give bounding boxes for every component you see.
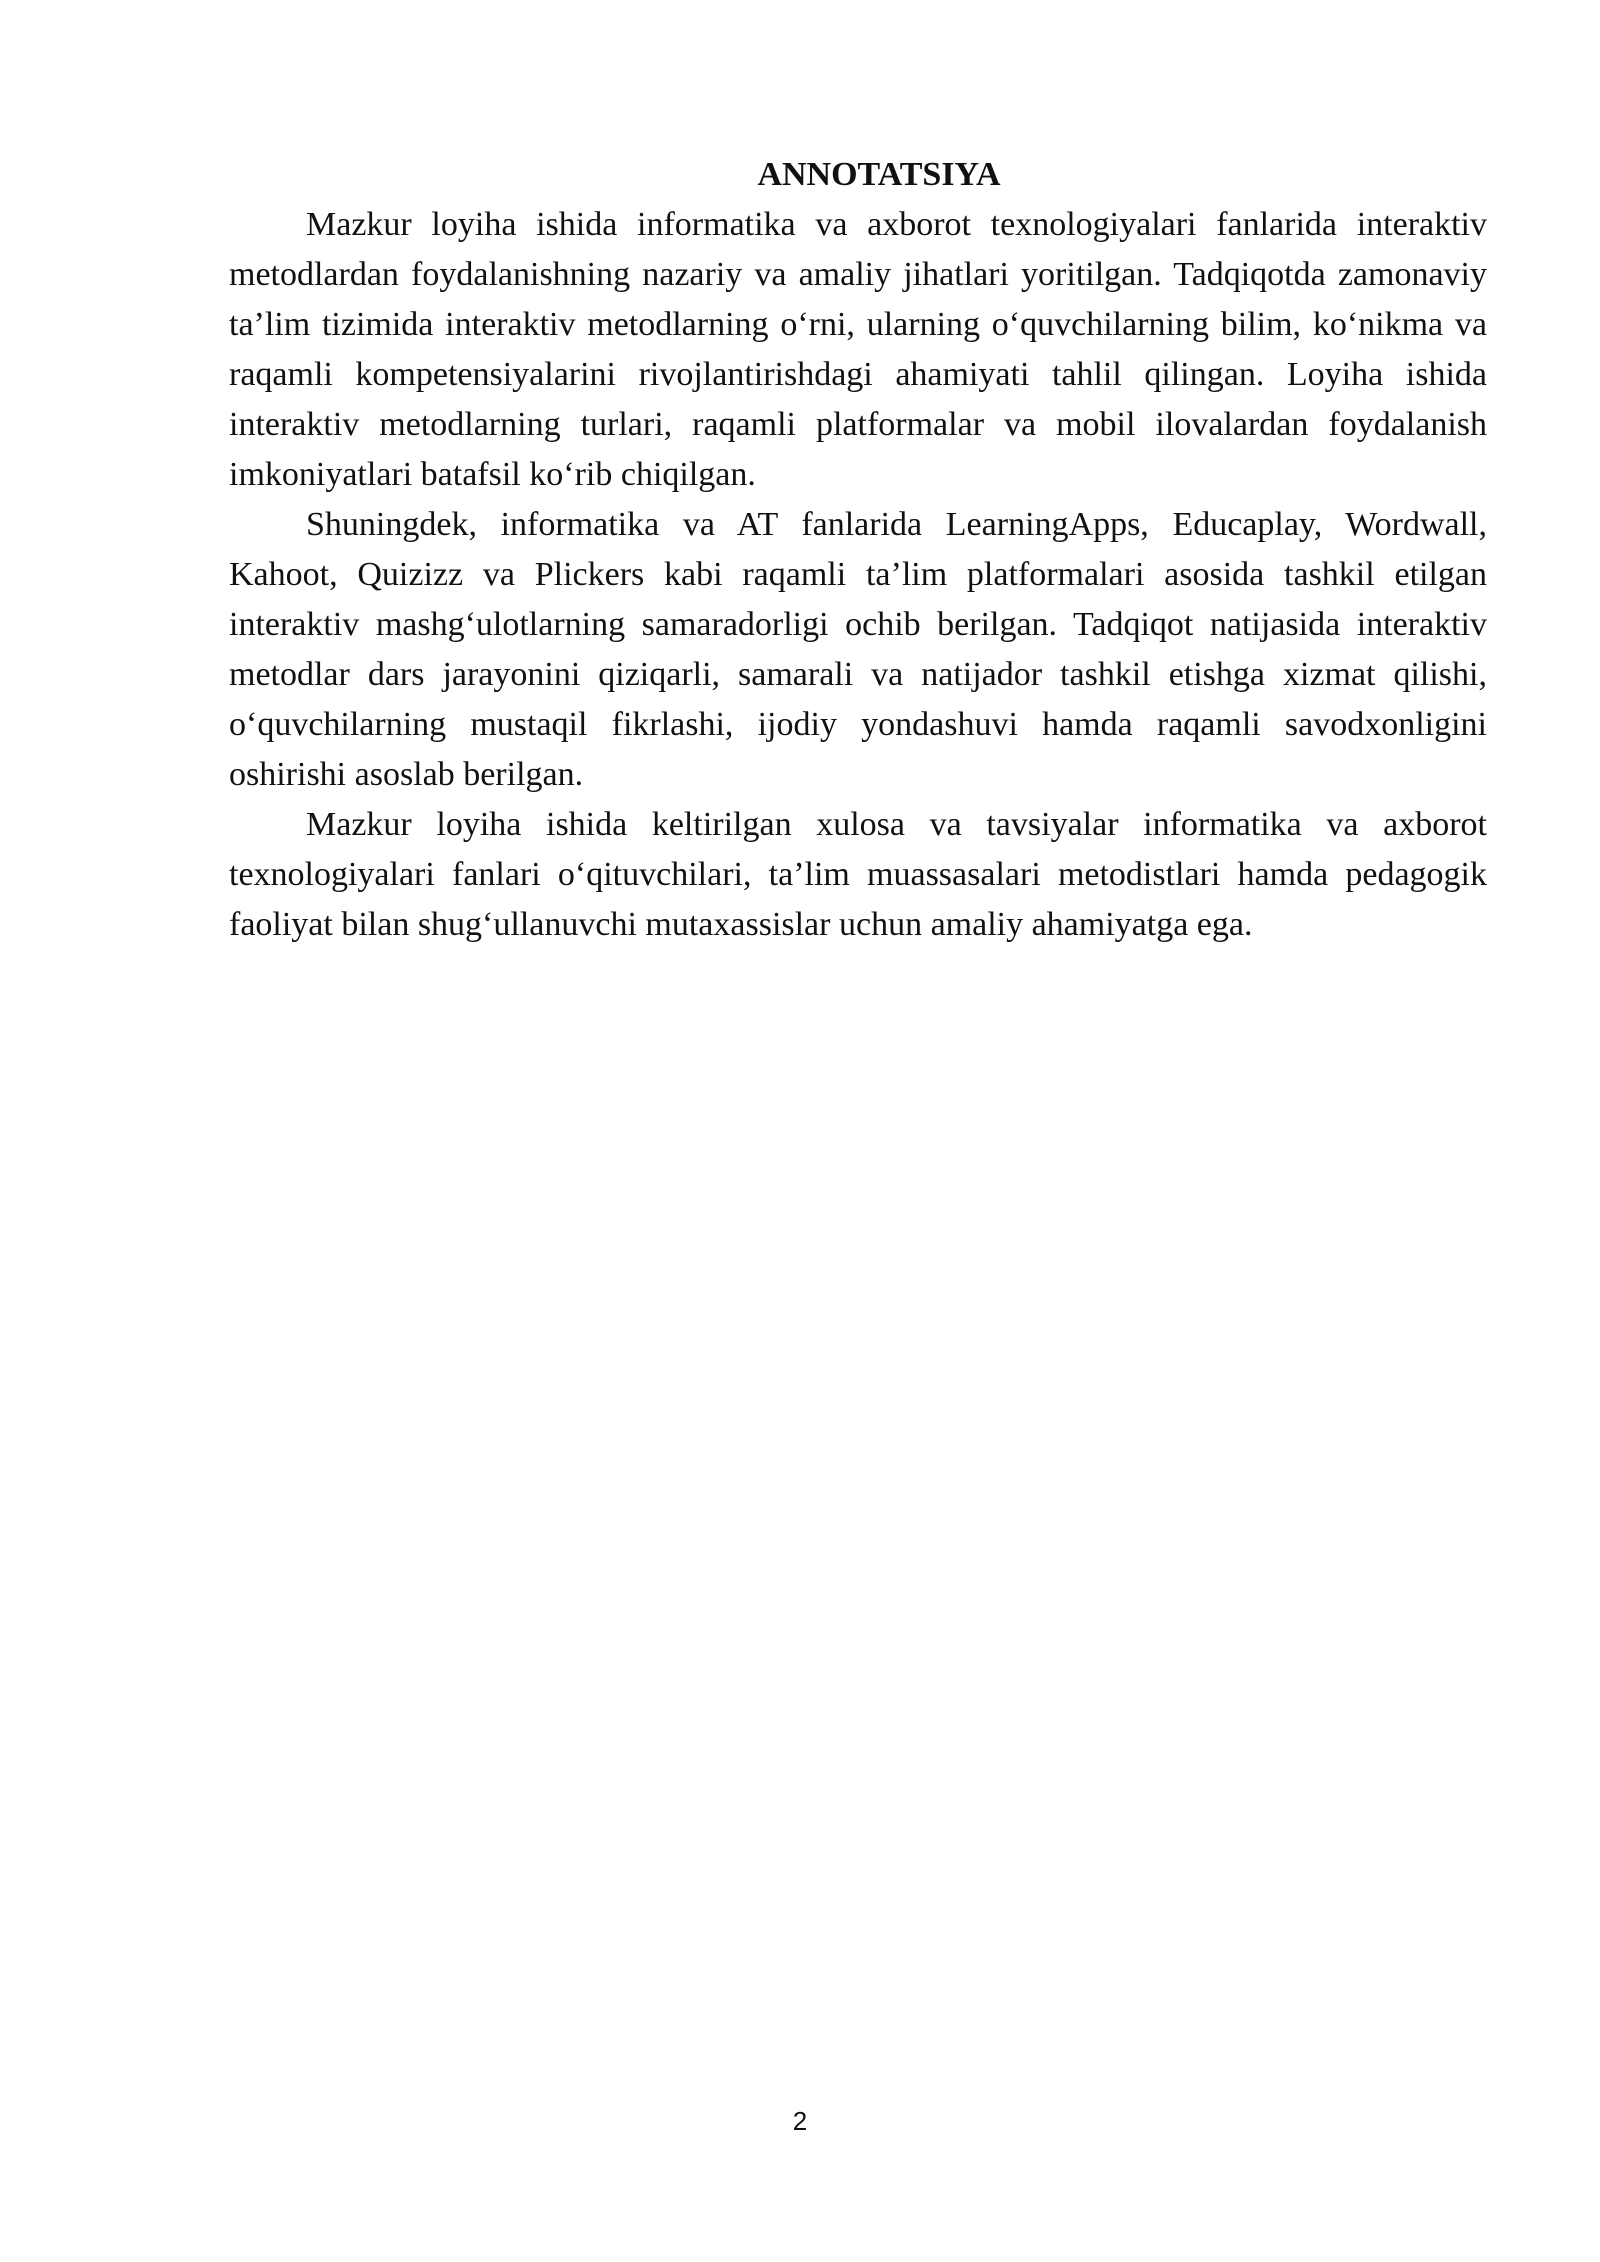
section-title: ANNOTATSIYA bbox=[757, 156, 1001, 193]
paragraph-2: Shuningdek, informatika va AT fanlarida LearningApps, Educaplay, Wordwall, Kahoot, Quizizz va Plickers kabi raqamli ta’lim platformalari asosida tashkil etilgan interaktiv mashg‘ulotlarning samaradorligi ochib berilgan. Tadqiqot natijasida interaktiv metodlar dars jarayonini qiziqarli, samarali va natijador tashkil etishga xizmat qilishi, o‘quvchilarning mustaqil fikrlashi, ijodiy yondashuvi hamda raqamli savodxonligini oshirishi asoslab berilgan. bbox=[229, 506, 1487, 793]
paragraph-1: Mazkur loyiha ishida informatika va axborot texnologiyalari fanlarida interaktiv metodlardan foydalanishning nazariy va amaliy jihatlari yoritilgan. Tadqiqotda zamonaviy ta’lim tizimida interaktiv metodlarning o‘rni, ularning o‘quvchilarning bilim, ko‘nikma va raqamli kompetensiyalarini rivojlantirishdagi ahamiyati tahlil qilingan. Loyiha ishida interaktiv metodlarning turlari, raqamli platformalar va mobil ilovalardan foydalanish imkoniyatlari batafsil ko‘rib chiqilgan. bbox=[229, 206, 1487, 493]
document-body bbox=[229, 150, 1487, 950]
page-number: 2 bbox=[792, 2106, 808, 2136]
paragraph-3: Mazkur loyiha ishida keltirilgan xulosa va tavsiyalar informatika va axborot texnologiyalari fanlari o‘qituvchilari, ta’lim muassasalari metodistlari hamda pedagogik faoliyat bilan shug‘ullanuvchi mutaxassislar uchun amaliy ahamiyatga ega. bbox=[229, 806, 1487, 943]
